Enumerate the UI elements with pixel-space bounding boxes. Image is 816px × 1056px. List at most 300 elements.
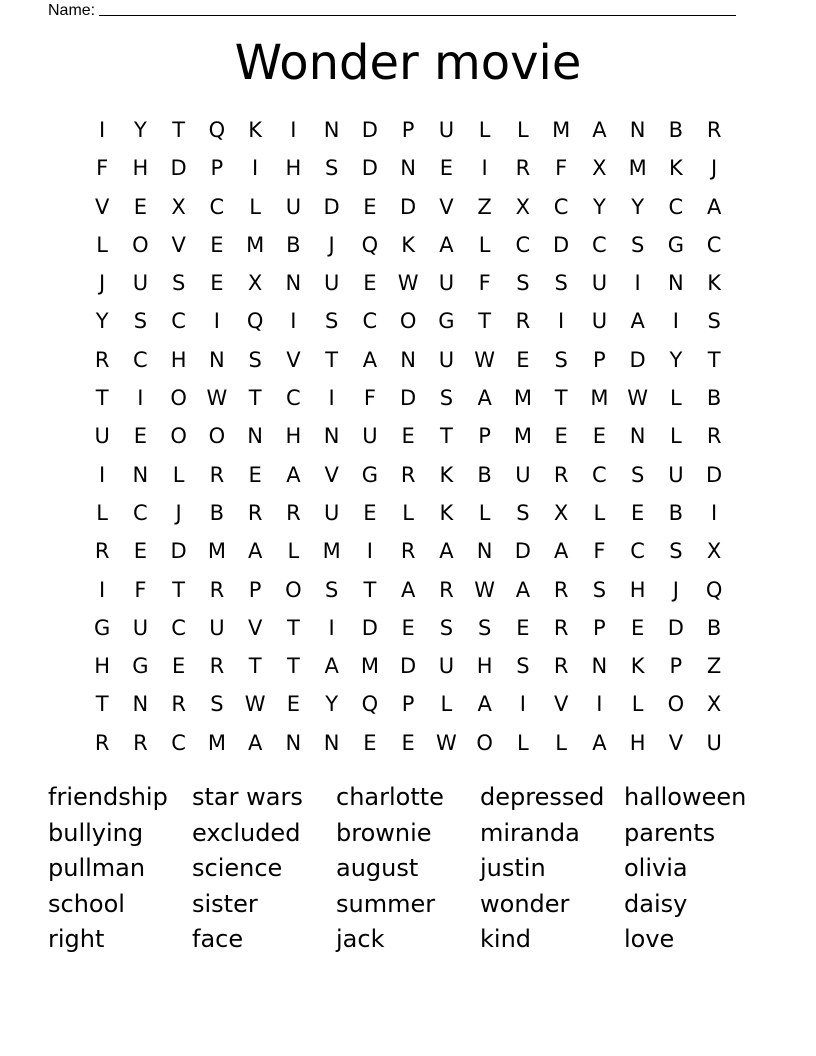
grid-letter: D [361,615,378,640]
grid-letter: U [438,347,455,372]
grid-letter: E [516,615,530,640]
grid-letter: E [286,692,301,717]
grid-letter: P [210,156,224,181]
grid-letter: B [286,232,301,257]
grid-letter: L [517,730,529,755]
grid-letter: F [478,271,491,296]
grid-letter: T [172,118,186,142]
grid-letter: E [210,271,224,296]
grid-letter: X [706,692,722,717]
grid-letter: B [706,386,722,411]
grid-letter: U [438,118,455,142]
grid-letter: O [476,730,493,755]
grid-letter: O [170,424,187,449]
grid-letter: R [133,730,148,755]
grid-letter: S [324,156,339,181]
grid-letter: N [629,118,646,142]
word-list-item: pullman [48,854,146,883]
grid-letter: A [439,539,454,564]
grid-letter: E [363,194,377,219]
grid-letter: U [706,730,722,755]
grid-letter: U [362,424,378,449]
word-list-item: depressed [480,783,605,811]
grid-letter: K [630,654,645,679]
grid-letter: I [99,462,106,487]
grid-letter: H [285,156,302,181]
word-list-item: olivia [624,854,688,883]
grid-letter: N [132,462,149,487]
grid-letter: R [171,692,186,717]
grid-letter: N [400,156,416,181]
name-label: Name: [48,2,96,19]
grid-letter: M [628,156,647,181]
grid-letter: S [210,692,224,717]
grid-letter: S [248,347,262,372]
grid-letter: V [668,730,684,755]
grid-letter: F [134,577,147,602]
grid-letter: W [627,386,648,411]
grid-letter: H [285,424,302,449]
grid-letter: N [323,424,340,449]
grid-letter: S [516,654,530,679]
grid-letter: Y [631,194,645,219]
grid-letter: R [553,577,569,602]
grid-letter: N [476,539,493,564]
word-list-item: charlotte [336,783,444,811]
grid-letter: G [132,654,149,679]
grid-letter: K [668,156,683,181]
grid-letter: R [706,424,722,449]
word-list-item: kind [480,925,532,954]
grid-letter: T [172,577,186,602]
grid-letter: E [248,462,262,487]
grid-letter: Y [95,309,109,334]
grid-letter: T [554,386,568,411]
grid-letter: G [93,615,111,640]
grid-letter: S [133,309,148,334]
grid-letter: V [439,194,454,219]
grid-letter: I [99,577,106,602]
word-list-item: school [48,889,125,918]
grid-letter: I [328,386,335,411]
grid-letter: W [397,271,419,296]
grid-letter: H [629,730,646,755]
grid-letter: E [133,194,148,219]
grid-letter: N [323,730,340,755]
grid-letter: D [400,194,417,219]
word-list-item: jack [336,925,385,954]
grid-letter: F [593,539,606,564]
grid-letter: U [285,194,302,219]
grid-letter: C [362,309,378,334]
grid-letter: E [516,347,530,372]
grid-letter: N [668,271,684,296]
grid-letter: R [706,118,722,142]
grid-letter: R [553,615,569,640]
grid-letter: K [439,500,454,525]
grid-letter: L [670,386,682,411]
grid-letter: E [439,156,454,181]
grid-letter: R [553,462,569,487]
grid-letter: R [94,539,110,564]
grid-letter: G [438,309,455,334]
grid-letter: P [593,615,606,640]
grid-letter: G [667,232,685,257]
grid-letter: Q [705,577,723,602]
grid-letter: E [363,500,377,525]
grid-letter: N [323,118,340,142]
grid-letter: H [132,156,149,181]
grid-letter: L [287,539,300,564]
grid-letter: E [401,730,415,755]
grid-letter: L [402,500,414,525]
grid-letter: L [249,194,261,219]
grid-letter: N [132,692,149,717]
grid-letter: P [478,424,491,449]
grid-letter: P [248,577,262,602]
grid-letter: X [515,194,531,219]
word-list-item: brownie [336,818,432,847]
grid-letter: M [552,118,571,142]
grid-letter: O [132,232,149,257]
grid-letter: E [133,539,148,564]
grid-letter: W [435,730,457,755]
grid-letter: P [593,347,606,372]
grid-letter: A [630,309,645,334]
grid-letter: Y [592,194,606,219]
word-list-item: face [192,925,244,954]
page-title: Wonder movie [234,35,582,91]
grid-letter: T [95,692,109,717]
grid-letter: L [631,692,644,717]
word-list-item: summer [336,889,436,918]
grid-letter: K [439,462,454,487]
grid-letter: A [286,462,301,487]
grid-letter: V [324,462,339,487]
grid-letter: Y [669,347,683,372]
grid-letter: B [477,462,492,487]
grid-letter: F [555,156,568,181]
grid-letter: S [439,386,454,411]
grid-letter: N [209,347,225,372]
grid-letter: M [513,386,532,411]
grid-letter: U [591,309,608,334]
grid-letter: J [328,232,335,257]
grid-letter: S [554,347,568,372]
grid-letter: E [401,615,415,640]
grid-letter: T [325,347,339,372]
grid-letter: C [668,194,684,219]
grid-letter: S [171,271,186,296]
grid-letter: V [247,615,263,640]
grid-letter: E [401,424,415,449]
grid-letter: C [706,232,722,257]
grid-letter: A [477,692,492,717]
grid-letter: W [474,577,495,602]
grid-letter: L [478,232,491,257]
grid-letter: T [439,424,453,449]
grid-letter: I [519,692,526,717]
grid-letter: R [439,577,454,602]
grid-letter: U [209,615,225,640]
grid-letter: A [592,118,607,142]
grid-letter: L [172,462,185,487]
grid-letter: I [481,156,488,181]
grid-letter: D [361,156,378,181]
grid-letter: E [171,654,186,679]
grid-letter: T [248,654,262,679]
grid-letter: C [133,500,148,525]
grid-letter: A [247,539,263,564]
grid-letter: X [247,271,263,296]
grid-letter: M [207,539,226,564]
grid-letter: R [400,462,416,487]
grid-letter: I [328,615,335,640]
grid-letter: E [554,424,568,449]
grid-letter: I [596,692,603,717]
grid-letter: Q [361,232,379,257]
grid-letter: C [171,730,186,755]
word-list-item: science [192,854,283,883]
grid-letter: M [360,654,379,679]
grid-letter: P [669,654,683,679]
grid-letter: N [629,424,646,449]
grid-letter: Z [477,194,492,219]
grid-letter: U [668,462,684,487]
grid-letter: X [706,539,722,564]
grid-letter: K [401,232,416,257]
grid-letter: T [707,347,721,372]
grid-letter: S [707,309,721,334]
word-list-item: bullying [48,818,144,847]
grid-letter: L [478,118,491,142]
grid-letter: I [252,156,259,181]
grid-letter: D [706,462,723,487]
grid-letter: I [672,309,679,334]
grid-letter: K [248,118,263,142]
grid-letter: C [515,232,531,257]
grid-letter: J [99,271,106,296]
grid-letter: M [207,730,226,755]
grid-letter: R [94,347,110,372]
grid-letter: E [630,500,645,525]
grid-letter: O [667,692,685,717]
grid-letter: T [363,577,377,602]
grid-letter: D [361,118,378,142]
grid-letter: S [592,577,607,602]
grid-letter: S [516,500,530,525]
grid-letter: R [515,309,531,334]
grid-letter: I [213,309,220,334]
grid-letter: N [400,347,416,372]
grid-letter: H [629,577,646,602]
grid-letter: R [209,462,225,487]
grid-letter: J [672,577,679,602]
grid-letter: S [516,271,530,296]
grid-letter: D [400,386,417,411]
grid-letter: L [96,500,108,525]
grid-letter: J [175,500,182,525]
grid-letter: U [438,271,455,296]
grid-letter: M [246,232,265,257]
grid-letter: B [668,118,684,142]
grid-letter: I [137,386,144,411]
grid-letter: A [439,232,454,257]
grid-letter: A [400,577,416,602]
grid-letter: E [592,424,607,449]
word-list-item: august [336,854,419,883]
grid-letter: R [515,156,531,181]
word-list-item: miranda [480,818,580,847]
grid-letter: Z [706,654,722,679]
grid-letter: N [247,424,263,449]
word-list-item: friendship [48,783,168,811]
grid-letter: C [209,194,225,219]
grid-letter: S [630,232,645,257]
grid-letter: I [558,309,565,334]
grid-letter: Y [325,692,339,717]
grid-letter: C [171,309,186,334]
grid-letter: A [553,539,569,564]
grid-letter: S [630,462,645,487]
grid-letter: E [210,232,224,257]
grid-letter: Q [246,309,264,334]
grid-letter: H [476,654,493,679]
grid-letter: A [362,347,378,372]
grid-letter: E [363,271,377,296]
grid-letter: B [668,500,684,525]
grid-letter: R [209,654,225,679]
grid-letter: M [322,539,341,564]
grid-letter: S [669,539,683,564]
grid-letter: I [99,118,106,142]
grid-letter: I [634,271,641,296]
grid-letter: I [711,500,718,525]
grid-letter: D [629,347,646,372]
grid-letter: T [478,309,492,334]
name-field [48,0,736,20]
grid-letter: W [244,692,266,717]
grid-letter: R [247,500,263,525]
word-list [48,780,768,958]
grid-letter: O [208,424,226,449]
grid-letter: C [592,232,607,257]
letter-grid [83,111,733,762]
grid-letter: E [133,424,148,449]
grid-letter: H [170,347,187,372]
grid-letter: S [477,615,492,640]
grid-letter: M [590,386,609,411]
grid-letter: C [592,462,607,487]
name-underline[interactable] [99,0,736,16]
word-list-item: daisy [624,889,688,918]
grid-letter: I [290,118,297,142]
grid-letter: R [94,730,110,755]
grid-letter: R [209,577,225,602]
grid-letter: T [95,386,109,411]
grid-letter: J [711,156,718,181]
grid-letter: A [477,386,492,411]
grid-letter: Y [133,118,147,142]
grid-letter: V [553,692,569,717]
grid-letter: L [593,500,606,525]
word-list-item: parents [624,818,716,847]
grid-letter: W [206,386,228,411]
word-list-item: wonder [480,889,570,918]
grid-letter: B [706,615,722,640]
grid-letter: H [94,654,111,679]
grid-letter: B [209,500,225,525]
grid-letter: U [438,654,455,679]
grid-letter: U [94,424,110,449]
word-list-item: excluded [192,818,301,847]
grid-letter: S [554,271,568,296]
grid-letter: U [132,615,149,640]
grid-letter: V [286,347,301,372]
grid-letter: O [170,386,187,411]
grid-letter: A [324,654,339,679]
grid-letter: C [630,539,645,564]
grid-letter: A [592,730,607,755]
grid-letter: D [323,194,340,219]
grid-letter: A [247,730,263,755]
grid-letter: U [323,271,340,296]
grid-letter: N [285,271,302,296]
grid-letter: F [363,386,376,411]
grid-letter: R [553,654,569,679]
grid-letter: T [286,654,300,679]
grid-letter: D [667,615,684,640]
grid-letter: O [285,577,302,602]
grid-letter: U [323,500,340,525]
grid-letter: I [366,539,373,564]
grid-letter: N [591,654,608,679]
grid-letter: L [670,424,682,449]
grid-letter: T [286,615,300,640]
grid-letter: L [517,118,529,142]
grid-letter: T [248,386,262,411]
word-list-item: love [624,925,675,954]
grid-letter: V [94,194,110,219]
grid-letter: U [591,271,608,296]
grid-letter: Q [208,118,226,142]
grid-letter: M [513,424,532,449]
grid-letter: A [706,194,722,219]
grid-letter: E [363,730,377,755]
word-list-item: justin [480,854,546,883]
grid-letter: Q [361,692,379,717]
grid-letter: L [478,500,491,525]
grid-letter: U [132,271,149,296]
grid-letter: L [96,232,108,257]
grid-letter: I [290,309,297,334]
grid-letter: N [285,730,302,755]
grid-letter: L [555,730,567,755]
word-list-item: right [48,925,105,954]
grid-letter: R [286,500,301,525]
grid-letter: D [553,232,570,257]
grid-letter: D [400,654,417,679]
grid-letter: C [133,347,148,372]
word-list-item: sister [192,889,258,918]
grid-letter: D [170,539,187,564]
grid-letter: U [515,462,531,487]
grid-letter: D [514,539,531,564]
grid-letter: K [707,271,722,296]
grid-letter: R [400,539,416,564]
grid-letter: P [401,692,415,717]
grid-letter: O [399,309,417,334]
